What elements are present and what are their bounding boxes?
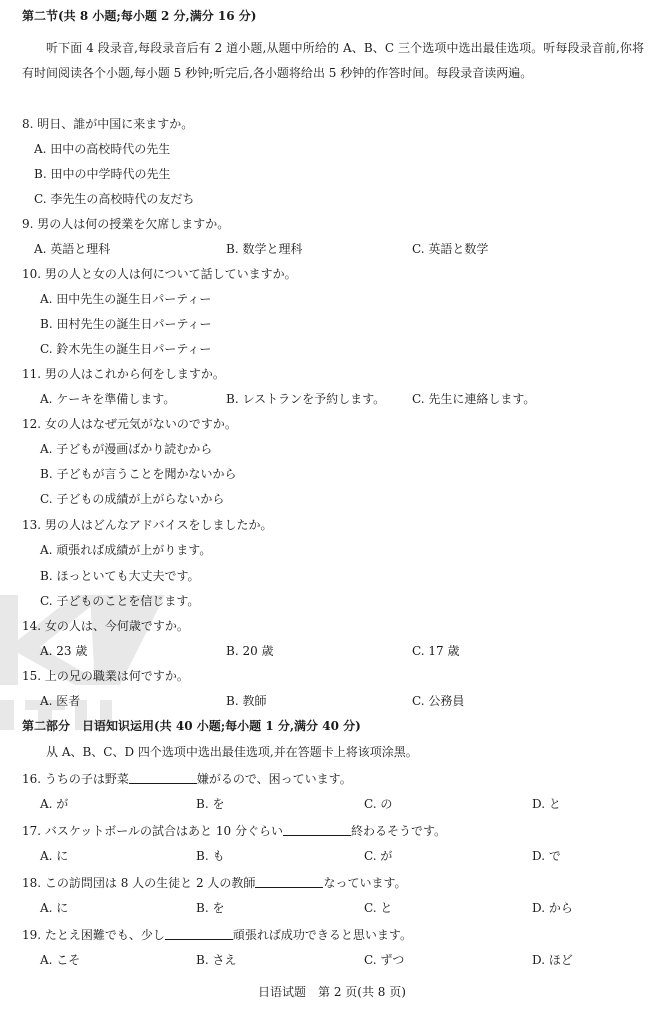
q11-option-b: B. レストランを予約します。: [226, 392, 386, 406]
q19-text-before: 19. たとえ困難でも、少し: [22, 928, 165, 942]
question-14: 14. 女の人は、今何歳ですか。: [22, 619, 189, 633]
q16-option-b: B. を: [196, 797, 225, 811]
q11-option-c: C. 先生に連絡します。: [412, 392, 536, 406]
question-8: 8. 明日、誰が中国に来ますか。: [22, 117, 194, 131]
q17-option-c: C. が: [364, 849, 393, 863]
q15-option-a: A. 医者: [40, 694, 81, 708]
q8-option-b: B. 田中の中学時代の先生: [34, 167, 171, 181]
q18-option-a: A. に: [40, 901, 69, 915]
section-header: 第二节(共 8 小题;每小题 2 分,满分 16 分): [22, 9, 257, 23]
q12-option-c: C. 子どもの成績が上がらないから: [40, 492, 225, 506]
section-instructions: 听下面 4 段录音,每段录音后有 2 道小题,从题中所给的 A、B、C 三个选项中选出最佳选项。听每段录音前,你将有时间阅读各个小题,每小题 5 秒钟;听完后,各小题将给出 5 秒钟的作答时间。每段录音读两遍。: [22, 41, 644, 80]
q17-blank: [283, 822, 351, 836]
question-10: 10. 男の人と女の人は何について話していますか。: [22, 267, 297, 281]
q16-blank: [129, 770, 197, 784]
q18-option-b: B. を: [196, 901, 225, 915]
q13-option-b: B. ほっといても大丈夫です。: [40, 569, 200, 583]
q15-option-b: B. 教師: [226, 694, 267, 708]
q9-option-c: C. 英語と数学: [412, 242, 489, 256]
q13-option-a: A. 頑張れば成績が上がります。: [40, 543, 212, 557]
question-18: [22, 874, 406, 891]
q10-option-b: B. 田村先生の誕生日パーティー: [40, 317, 212, 331]
question-15: 15. 上の兄の職業は何ですか。: [22, 669, 189, 683]
q17-option-d: D. で: [532, 849, 561, 863]
q18-option-d: D. から: [532, 901, 573, 915]
question-13: 13. 男の人はどんなアドバイスをしましたか。: [22, 518, 273, 532]
part2-instructions: 从 A、B、C、D 四个选项中选出最佳选项,并在答题卡上将该项涂黑。: [46, 745, 418, 759]
q15-option-c: C. 公務員: [412, 694, 465, 708]
q12-option-a: A. 子どもが漫画ばかり読むから: [40, 442, 213, 456]
part2-header: 第二部分 日语知识运用(共 40 小题;每小题 1 分,满分 40 分): [22, 719, 361, 733]
q11-option-a: A. ケーキを準備します。: [40, 392, 176, 406]
q17-text-after: 終わるそうです。: [350, 824, 447, 838]
q9-option-a: A. 英語と理科: [34, 242, 111, 256]
q19-option-a: A. こそ: [40, 953, 81, 967]
q10-option-c: C. 鈴木先生の誕生日パーティー: [40, 342, 212, 356]
question-16: [22, 770, 352, 787]
q16-option-a: A. が: [40, 797, 69, 811]
q17-option-a: A. に: [40, 849, 69, 863]
q16-option-c: C. の: [364, 797, 393, 811]
q16-text-after: 嫌がるので、困っています。: [196, 772, 352, 786]
q18-blank: [255, 874, 323, 888]
q8-option-c: C. 李先生の高校時代の友だち: [34, 192, 195, 206]
q12-option-b: B. 子どもが言うことを聞かないから: [40, 467, 237, 481]
q16-option-d: D. と: [532, 797, 561, 811]
question-19: [22, 926, 412, 943]
q19-option-d: D. ほど: [532, 953, 573, 967]
q16-text-before: 16. うちの子は野菜: [22, 772, 129, 786]
question-9: 9. 男の人は何の授業を欠席しますか。: [22, 217, 230, 231]
q18-text-after: なっています。: [323, 876, 407, 890]
q18-text-before: 18. この訪問団は 8 人の生徒と 2 人の教師: [22, 876, 256, 890]
q19-text-after: 頑張れば成功できると思います。: [232, 928, 412, 942]
q18-option-c: C. と: [364, 901, 393, 915]
q19-option-b: B. さえ: [196, 953, 237, 967]
question-17: [22, 822, 446, 839]
page-footer: 日语试题 第 2 页(共 8 页): [258, 985, 406, 999]
question-11: 11. 男の人はこれから何をしますか。: [22, 367, 225, 381]
q14-option-c: C. 17 歳: [412, 644, 460, 658]
q17-option-b: B. も: [196, 849, 225, 863]
q19-blank: [165, 926, 233, 940]
q14-option-a: A. 23 歳: [40, 644, 88, 658]
question-12: 12. 女の人はなぜ元気がないのですか。: [22, 417, 237, 431]
q14-option-b: B. 20 歳: [226, 644, 274, 658]
q8-option-a: A. 田中の高校時代の先生: [34, 142, 171, 156]
q19-option-c: C. ずつ: [364, 953, 405, 967]
q10-option-a: A. 田中先生の誕生日パーティー: [40, 292, 212, 306]
q17-text-before: 17. バスケットボールの試合はあと 10 分ぐらい: [22, 824, 283, 838]
q9-option-b: B. 数学と理科: [226, 242, 303, 256]
q13-option-c: C. 子どものことを信じます。: [40, 594, 200, 608]
